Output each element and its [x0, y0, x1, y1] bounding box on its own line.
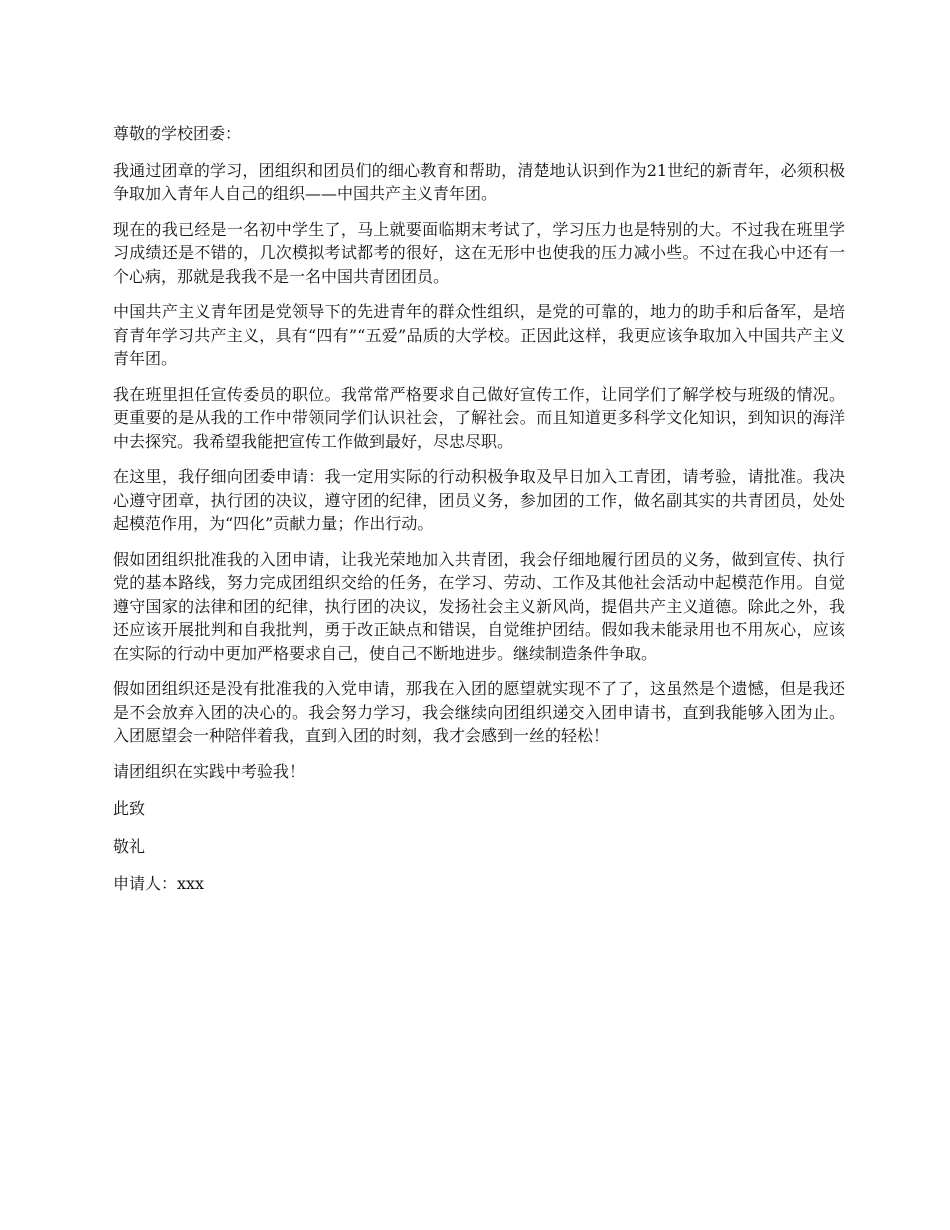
closing-request: 请团组织在实践中考验我！ — [113, 761, 306, 781]
paragraph-7: 假如团组织还是没有批准我的入党申请，那我在入团的愿望就实现不了了，这虽然是个遗憾，但是我还是不会放弃入团的决心的。我会努力学习，我会继续向团组织递交入团申请书，直到我能够入团为止。入团愿望会一种陪伴着我，直到入团的时刻，我才会感到一丝的轻松！ — [113, 679, 845, 745]
paragraph-1: 我通过团章的学习，团组织和团员们的细心教育和帮助，清楚地认识到作为21世纪的新青年，必须积极争取加入青年人自己的组织——中国共产主义青年团。 — [113, 160, 845, 203]
salutation: 尊敬的学校团委： — [113, 124, 242, 143]
paragraph-5: 在这里，我仔细向团委申请：我一定用实际的行动积极争取及早日加入工青团，请考验，请批准。我决心遵守团章，执行团的决议，遵守团的纪律，团员义务，参加团的工作，做名副其实的共青团员，处处起模范作用，为“四化”贡献力量；作出行动。 — [113, 467, 845, 533]
letter-document — [113, 122, 845, 910]
closing-salutation-2: 敬礼 — [113, 836, 146, 856]
paragraph-3: 中国共产主义青年团是党领导下的先进青年的群众性组织，是党的可靠的，地力的助手和后备军，是培育青年学习共产主义，具有“四有”“五爱”品质的大学校。正因此这样，我更应该争取加入中国共产主义青年团。 — [113, 302, 845, 368]
signature: 申请人：xxx — [113, 874, 205, 893]
paragraph-2: 现在的我已经是一名初中学生了，马上就要面临期末考试了，学习压力也是特别的大。不过我在班里学习成绩还是不错的，几次模拟考试都考的很好，这在无形中也使我的压力减小些。不过在我心中还有一个心病，那就是我我不是一名中国共青团团员。 — [113, 219, 845, 286]
paragraph-4: 我在班里担任宣传委员的职位。我常常严格要求自己做好宣传工作，让同学们了解学校与班级的情况。更重要的是从我的工作中带领同学们认识社会，了解社会。而且知道更多科学文化知识，到知识的海洋中去探究。我希望我能把宣传工作做到最好，尽忠尽职。 — [113, 384, 845, 451]
closing-salutation-1: 此致 — [113, 799, 146, 818]
paragraph-6: 假如团组织批准我的入团申请，让我光荣地加入共青团，我会仔细地履行团员的义务，做到宣传、执行党的基本路线，努力完成团组织交给的任务，在学习、劳动、工作及其他社会活动中起模范作用。自觉遵守国家的法律和团的纪律，执行团的决议，发扬社会主义新风尚，提倡共产主义道德。除此之外，我还应该开展批判和自我批判，勇于改正缺点和错误，自觉维护团结。假如我未能录用也不用灰心，应该在实际的行动中更加严格要求自己，使自己不断地进步。继续制造条件争取。 — [113, 549, 845, 663]
